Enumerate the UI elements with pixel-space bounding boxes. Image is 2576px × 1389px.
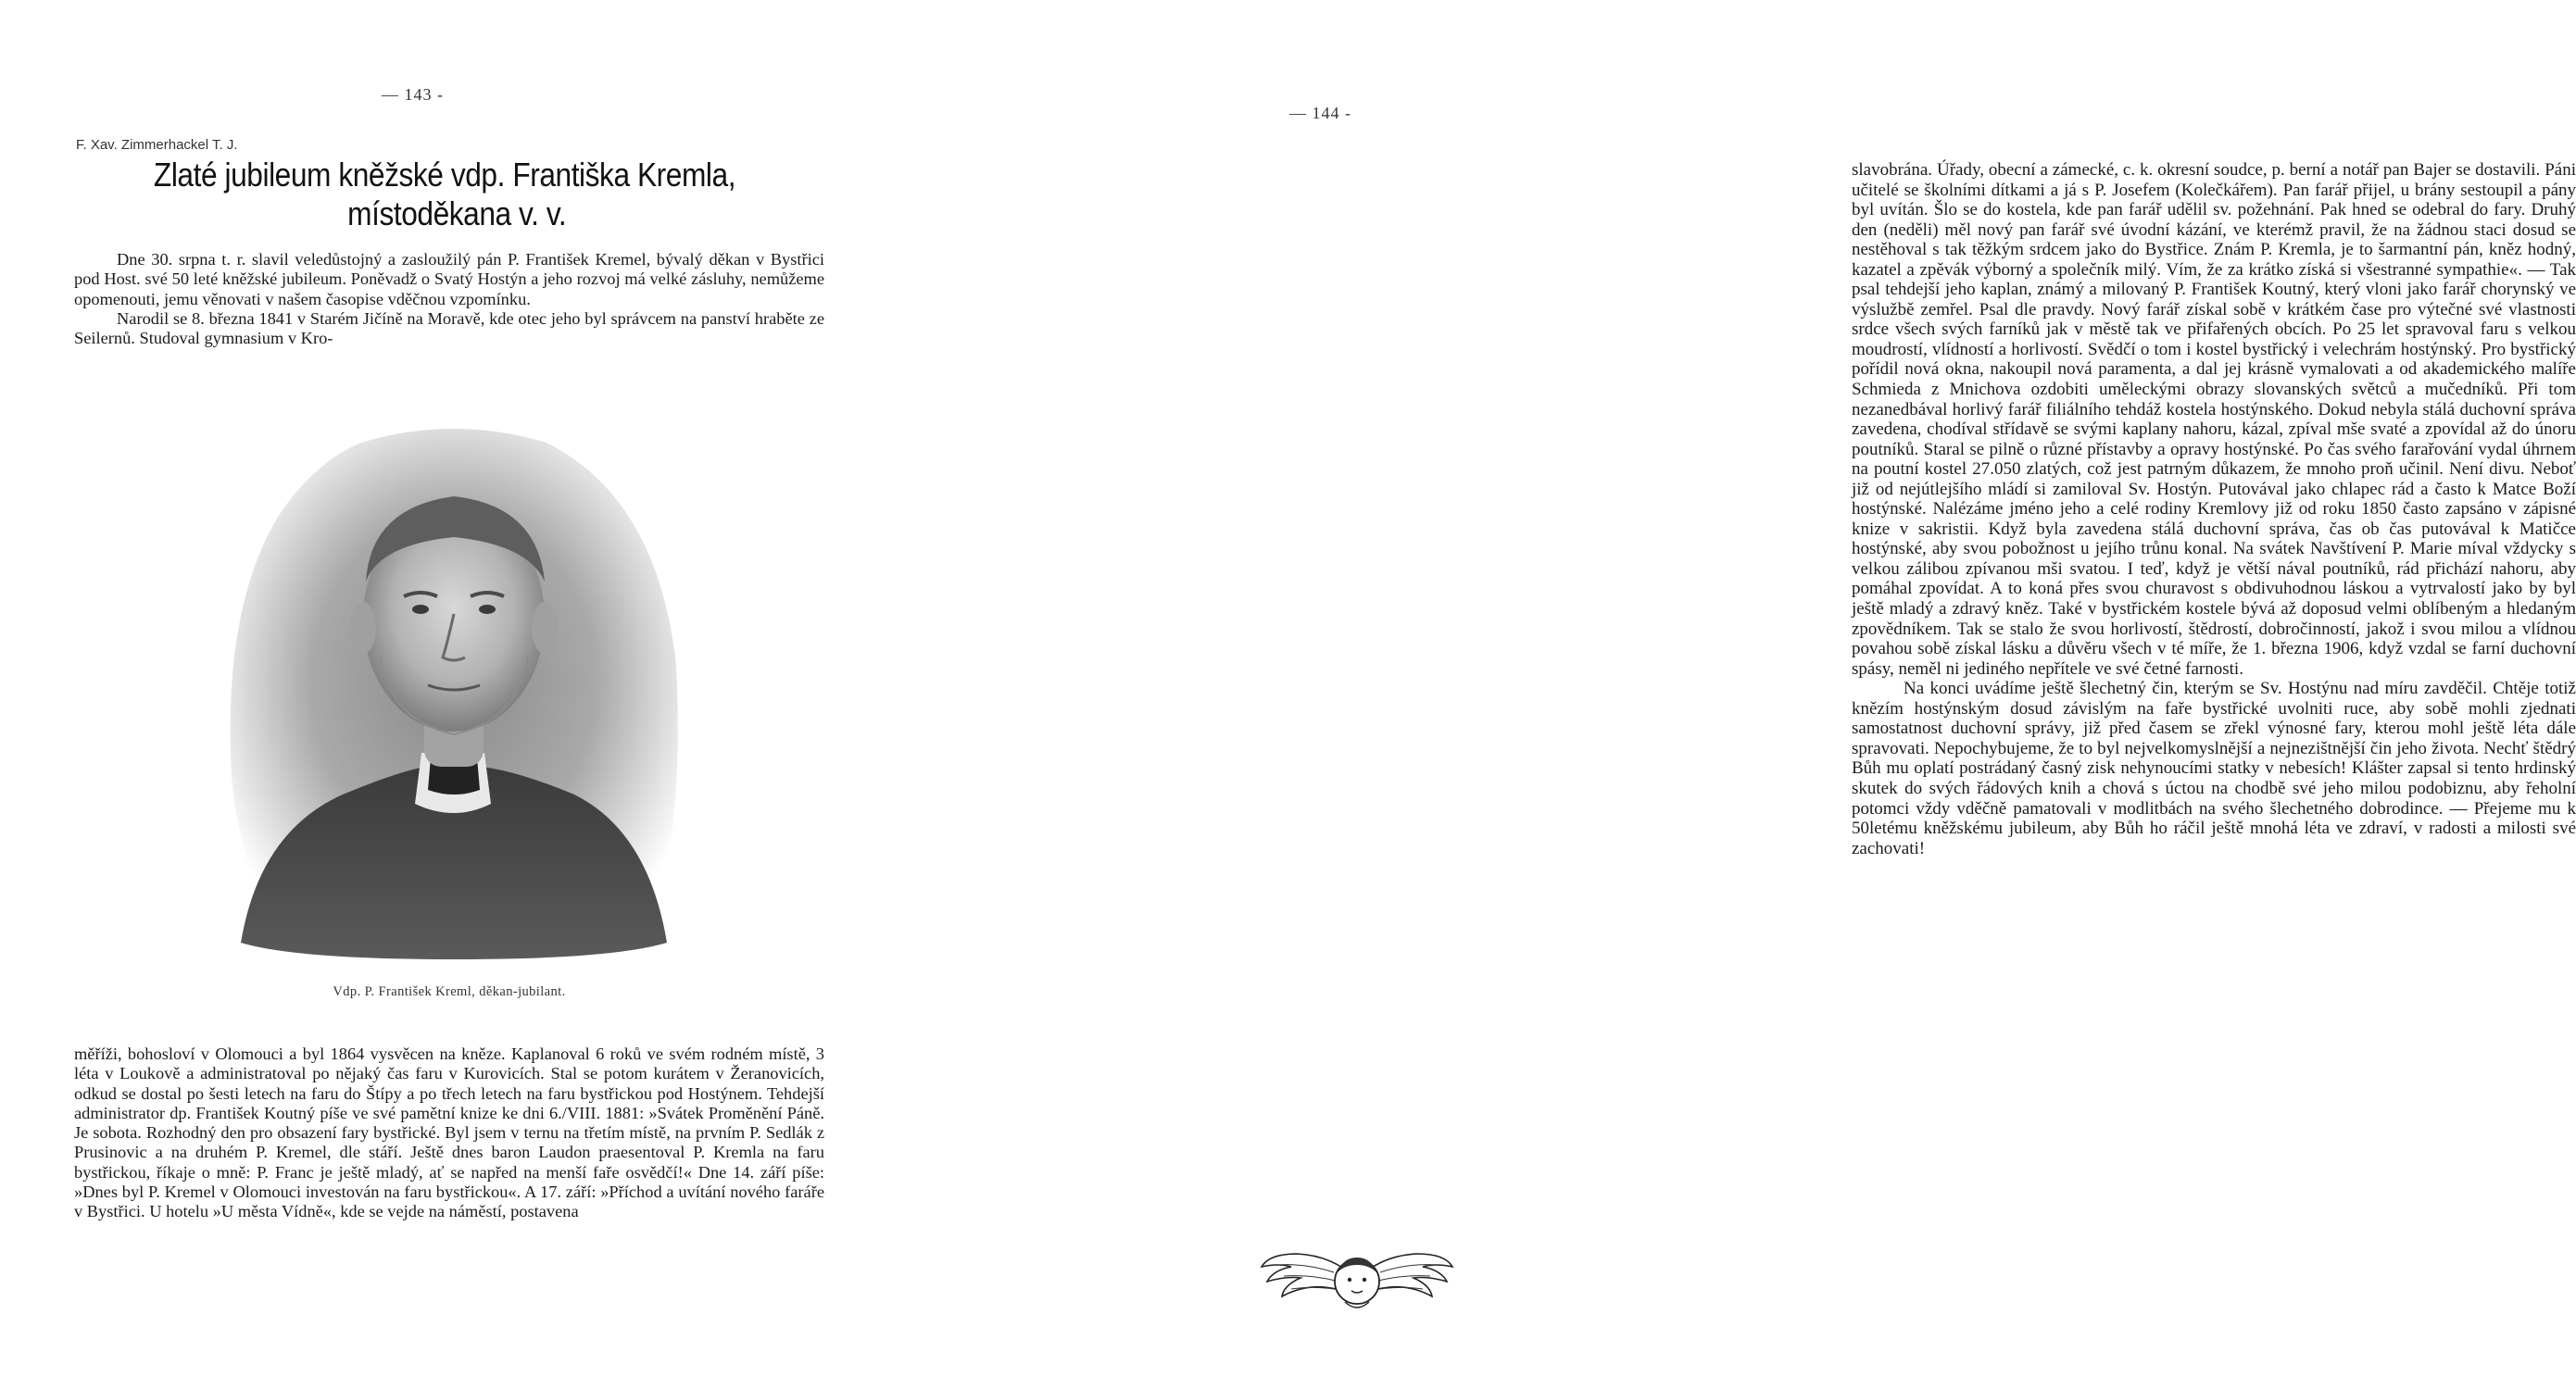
article-title-line-2: místoděkana v. v. (347, 194, 567, 232)
paragraph: slavobrána. Úřady, obecní a zámecké, c. k. okresní soudce, p. berní a notář pan Bajer se dostavili. Páni učitelé se školními dítkami a já s P. Josefem (Kolečkářem). Pan farář přijel, u brány sestoupil a pány byl uvítán. Šlo se do kostela, kde pan farář udělil sv. požehnání. Pak hned se odebral do fary. Druhý den (neděli) měl nový pan farář své úvodní kázání, ve kterémž pravil, že na žádnou staci dosud se nestěhoval s tak těžkým srdcem jako do Bystřice. Znám P. Kremla, je to šarmantní pán, kněz hodný, kazatel a zpěvák výborný a společník milý. Vím, že za krátko získá si všestranné sympathie«. — Tak psal tehdejší jeho kaplan, známý a milovaný P. František Koutný, který vloni jako farář chorynský ve výslužbě zemřel. Psal dle pravdy. Nový farář získal sobě v krátkém čase pro výtečné své vlastnosti srdce všech svých farníků jak v městě tak ve přifařených obcích. Po 25 let spravoval faru s velkou moudrostí, vlídností a horlivostí. Svědčí o tom i kostel bystřický i velechrám hostýnský. Pro bystřický pořídil nová okna, nakoupil nová paramenta, a dal jej krásně vymalovati a od akademického malíře Schmieda z Mnichova ozdobiti uměleckými obrazy slovanských světců a mučedníků. Při tom nezanedbával horlivý farář filiálního tehdáž kostela hostýnského. Dokud nebyla stálá duchovní správa zavedena, chodíval střídavě se svými kaplany nahoru, kázal, zpíval mše svaté a zpovídal až do únoru poutníků. Staral se pilně o různé přístavby a opravy hostýnské. Po čas svého farařování vydal úhrnem na poutní kostel 27.050 zlatých, což jest patrným důkazem, že mnoho proň učinil. Není divu. Neboť již od nejútlejšího mládí si zamiloval Sv. Hostýn. Putovával jako chlapec rád a často k Matce Boží hostýnské. Nalézáme jméno jeho a celé rodiny Kremlovy již od roku 1850 často zapsáno v zápisné knize v sakristii. Když byla zavedena stálá duchovní správa, čas ob čas putovával k Matičce hostýnské, aby svou pobožnost u jejího trůnu konal. Na svátek Navštívení P. Marie míval vždycky s velkou zálibou zpívanou mši svatou. I teď, když je větší nával poutníků, rád přichází nahoru, aby pomáhal zpovídat. A to koná přes svou churavost s obdivuhodnou láskou a vytrvalostí jako by byl ještě mladý a zdravý kněz. Také v bystřickém kostele bývá až doposud velmi oblíbeným a hledaným zpovědníkem. Tak se stalo že svou horlivostí, štědrostí, dobročinností, jakož i svou milou a vlídnou povahou sobě získal lásku a důvěru všech v té míře, že 1. března 1906, když vzdal se farní duchovní spásy, neměl ni jediného nepřítele ve své četné farnosti. (1852, 160, 2576, 679)
winged-cherub-ornament (1260, 1239, 1454, 1320)
page-143 (0, 0, 879, 1389)
intro-text (74, 250, 824, 348)
author-byline: F. Xav. Zimmerhackel T. J. (76, 137, 238, 153)
page-number: — 144 - (1289, 104, 1351, 122)
body-text (1852, 160, 2576, 858)
paragraph: měříži, bohosloví v Olomouci a byl 1864 vysvěcen na kněze. Kaplanoval 6 roků ve svém rodném místě, 3 léta v Loukově a administratoval po nějaký čas faru v Kurovicích. Stal se potom kurátem v Žeranovicích, odkud se dostal po šesti letech na faru do Štípy a po třech letech na faru bystřickou pod Hostýnem. Tehdejší administrator dp. František Koutný píše ve své pamětní knize ke dni 6./VIII. 1881: »Svátek Proměnění Páně. Je sobota. Rozhodný den pro obsazení fary bystřické. Byl jsem v ternu na třetím místě, na prvním P. Sedlák z Prusinovic a na druhém P. Kremel, dle stáří. Ještě dnes baron Laudon praesentoval P. Kremla na faru bystřickou, říkaje o mně: P. Franc je ještě mladý, ať se napřed na menší faře osvědčí!« Dne 14. září píše: »Dnes byl P. Kremel v Olomouci investován na faru bystřickou«. A 17. září: »Příchod a uvítání nového faráře v Bystřici. U hotelu »U města Vídně«, kde se vejde na náměstí, postavena (74, 1045, 824, 1221)
paragraph: Na konci uvádíme ještě šlechetný čin, kterým se Sv. Hostýnu nad míru zavděčil. Chtěje totiž knězím hostýnským dosud závislým na faře bystřické uvolniti ruce, aby sobě mohli zjednati samostatnost duchovní správy, již před časem se zřekl výnosné fary, kterou mohl ještě léta dále spravovati. Nepochybujeme, že to byl nejvelkomyslnější a nejnezištnější čin jeho života. Nechť štědrý Bůh mu oplatí postrádaný časný zisk nehynoucími statky v nebesích! Klášter zapsal si tento hrdinský skutek do svých řádových knih a chová s úctou na chodbě své jeho milou podobiznu, aby řeholní potomci vždy vděčně pamatovali v modlitbách na svého šlechetného dobrodince. — Přejeme mu k 50letému kněžskému jubileum, aby Bůh ho ráčil ještě mnohá léta ve zdraví, v radosti a milosti své zachovati! (1852, 679, 2576, 858)
paragraph: Dne 30. srpna t. r. slavil veledůstojný a zasloužilý pán P. František Kremel, bývalý děkan v Bystřici pod Host. své 50 leté kněžské jubileum. Poněvadž o Svatý Hostýn a jeho rozvoj má velké zásluhy, nemůžeme opomenouti, jemu věnovati v našem časopise vděčnou vzpomínku. (74, 250, 824, 308)
article-title-line-1: Zlaté jubileum kněžské vdp. Františka Kremla, (153, 156, 736, 194)
portrait-photo (222, 424, 684, 961)
paragraph: Narodil se 8. března 1841 v Starém Jičíně na Moravě, kde otec jeho byl správcem na panství hraběte ze Seilernů. Studoval gymnasium v Kro- (74, 308, 824, 348)
article-title (65, 156, 824, 233)
portrait-caption: Vdp. P. František Kreml, děkan-jubilant. (333, 984, 566, 999)
page-144 (879, 0, 2576, 1389)
page-number: — 143 - (382, 85, 444, 104)
continuation-text (74, 1045, 824, 1222)
